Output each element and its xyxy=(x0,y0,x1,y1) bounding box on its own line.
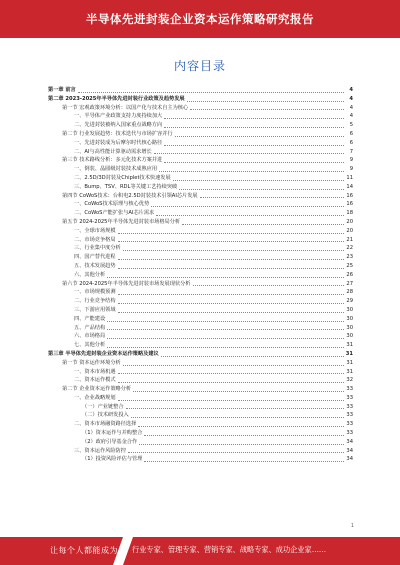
toc-entry-page: 32 xyxy=(346,377,353,384)
toc-entry-page: 16 xyxy=(346,201,353,208)
toc-leader-dots xyxy=(123,250,344,251)
table-of-contents xyxy=(48,86,353,464)
toc-entry[interactable] xyxy=(48,403,353,412)
toc-entry[interactable] xyxy=(48,200,353,209)
toc-entry[interactable] xyxy=(48,148,353,157)
toc-entry-page: 9 xyxy=(349,166,353,173)
toc-leader-dots xyxy=(151,206,344,207)
toc-entry[interactable] xyxy=(48,350,353,359)
toc-entry-page: 29 xyxy=(346,298,353,305)
toc-entry-page: 20 xyxy=(346,218,353,225)
header-banner xyxy=(0,0,400,38)
toc-entry-label: 第三节 技术路线分析：多元化技术方案并进 xyxy=(62,157,163,164)
toc-leader-dots xyxy=(182,224,344,225)
toc-entry-label: 二、资本市场融资路径选择 xyxy=(74,421,137,428)
toc-entry-label: 第一节 宏观政策环境分析：以国产化与技术自主为核心 xyxy=(62,104,189,111)
toc-leader-dots xyxy=(164,118,344,119)
toc-entry-label: 二、资本运作模式 xyxy=(74,377,116,384)
toc-leader-dots xyxy=(107,329,344,330)
toc-entry-label: 第一章 前言 xyxy=(48,87,76,93)
toc-entry-page: 4 xyxy=(349,95,353,102)
toc-entry[interactable] xyxy=(48,288,353,297)
toc-entry[interactable] xyxy=(48,262,353,271)
toc-entry-page: 34 xyxy=(346,447,353,454)
toc-entry[interactable] xyxy=(48,297,353,306)
toc-entry-label: 第二章 2023-2025年半导体先进封装行业政策及趋势发展 xyxy=(48,95,185,102)
toc-entry-label: 第五节 2024-2025年半导体先进封装市场格局分析 xyxy=(62,218,181,225)
toc-leader-dots xyxy=(118,400,344,401)
toc-leader-dots xyxy=(138,426,344,427)
toc-entry-label: 一、企业战略规划 xyxy=(74,394,116,401)
toc-entry-page: 4 xyxy=(349,87,353,93)
toc-entry-page: 33 xyxy=(346,403,353,410)
toc-entry-label: 六、其他分析 xyxy=(74,271,106,278)
toc-entry-page: 4 xyxy=(349,113,353,120)
toc-entry[interactable] xyxy=(48,359,353,368)
toc-entry-page: 31 xyxy=(346,342,353,349)
toc-entry[interactable] xyxy=(48,218,353,227)
toc-leader-dots xyxy=(107,321,344,322)
toc-leader-dots xyxy=(161,356,344,357)
toc-entry-label: 第一节 资本运作环境分析 xyxy=(62,359,121,366)
toc-entry[interactable] xyxy=(48,341,353,350)
footer-banner xyxy=(0,537,400,565)
toc-entry-label: 二、行业竞争结构 xyxy=(74,298,116,305)
toc-leader-dots xyxy=(118,312,344,313)
toc-entry-label: 一、资本市场机遇 xyxy=(74,368,116,375)
toc-entry-label: 第二节 行业发展趋势：技术迭代与市场扩容并行 xyxy=(62,130,173,137)
toc-leader-dots xyxy=(118,382,344,383)
toc-entry-page: 4 xyxy=(349,104,353,111)
toc-entry-label: 二、AI与高性能计算驱动需求增长 xyxy=(74,148,152,155)
toc-entry-label: （2）政府引导基金合作 xyxy=(82,438,138,445)
toc-entry[interactable] xyxy=(48,95,353,104)
toc-entry[interactable] xyxy=(48,244,353,253)
footer-slogan: 让每个人都能成为 xyxy=(50,546,118,555)
toc-entry-label: 三、Bump、TSV、RDL等关键工艺持续突破 xyxy=(74,183,178,190)
toc-entry-label: 六、市场格局 xyxy=(74,333,106,340)
toc-entry-page: 25 xyxy=(346,262,353,269)
toc-entry-page: 6 xyxy=(349,139,353,146)
toc-entry-page: 9 xyxy=(349,157,353,164)
toc-entry[interactable] xyxy=(48,376,353,385)
toc-leader-dots xyxy=(126,408,344,409)
toc-entry-label: 一、倒装、晶圆级封装技术成熟应用 xyxy=(74,166,158,173)
toc-entry[interactable] xyxy=(48,438,353,447)
toc-entry-label: 第六节 2024-2025年半导体先进封装市场发展现状分析 xyxy=(62,280,191,287)
toc-entry-page: 31 xyxy=(345,350,353,357)
toc-leader-dots xyxy=(164,127,344,128)
toc-entry-page: 34 xyxy=(346,456,353,463)
toc-entry[interactable] xyxy=(48,227,353,236)
toc-entry-label: 三、行业集中度分析 xyxy=(74,245,121,252)
toc-entry-page: 30 xyxy=(346,324,353,331)
toc-entry[interactable] xyxy=(48,271,353,280)
toc-entry[interactable] xyxy=(48,236,353,245)
toc-entry-page: 31 xyxy=(346,359,353,366)
toc-entry[interactable] xyxy=(48,174,353,183)
toc-entry[interactable] xyxy=(48,306,353,315)
toc-entry[interactable] xyxy=(48,86,353,95)
toc-leader-dots xyxy=(144,435,344,436)
toc-entry-page: 6 xyxy=(349,130,353,137)
toc-entry-label: （1）资本运作与并购整合 xyxy=(82,430,143,437)
toc-leader-dots xyxy=(118,241,344,242)
toc-entry-page: 27 xyxy=(346,280,353,287)
toc-leader-dots xyxy=(164,162,344,163)
toc-entry-page: 11 xyxy=(346,174,353,181)
toc-entry[interactable] xyxy=(48,139,353,148)
toc-leader-dots xyxy=(123,365,344,366)
toc-entry-label: 三、资本运作风险防控 xyxy=(74,447,126,454)
toc-entry[interactable] xyxy=(48,104,353,113)
toc-entry-label: （1）投资风险评估与管理 xyxy=(82,456,143,463)
toc-entry-label: 二、先进封装被纳入国家重点战略方向 xyxy=(74,122,163,129)
toc-entry-label: 五、技术发展趋势 xyxy=(74,262,116,269)
toc-leader-dots xyxy=(139,444,344,445)
toc-leader-dots xyxy=(193,285,345,286)
toc-entry-label: 一、先进封装成为后摩尔时代核心路径 xyxy=(74,139,163,146)
toc-leader-dots xyxy=(118,294,344,295)
toc-entry[interactable] xyxy=(48,121,353,130)
toc-entry-page: 5 xyxy=(349,122,353,129)
toc-leader-dots xyxy=(159,171,344,172)
toc-entry[interactable] xyxy=(48,130,353,139)
toc-entry[interactable] xyxy=(48,429,353,438)
toc-entry[interactable] xyxy=(48,385,353,394)
toc-leader-dots xyxy=(200,197,344,198)
toc-entry-label: 二、市场竞争格局 xyxy=(74,236,116,243)
toc-entry-page: 31 xyxy=(346,368,353,375)
toc-entry[interactable] xyxy=(48,394,353,403)
toc-entry-page: 26 xyxy=(346,271,353,278)
toc-entry-page: 16 xyxy=(346,192,353,199)
toc-entry[interactable] xyxy=(48,332,353,341)
toc-leader-dots xyxy=(107,347,344,348)
toc-entry-page: 22 xyxy=(346,245,353,252)
toc-entry-label: （二）技术研发投入 xyxy=(82,412,129,419)
toc-leader-dots xyxy=(118,259,344,260)
toc-leader-dots xyxy=(118,268,344,269)
toc-entry-label: 一、市场规模预测 xyxy=(74,289,116,296)
toc-entry[interactable] xyxy=(48,209,353,218)
toc-leader-dots xyxy=(107,338,344,339)
toc-leader-dots xyxy=(179,189,344,190)
toc-entry[interactable] xyxy=(48,165,353,174)
toc-entry[interactable] xyxy=(48,112,353,121)
toc-entry-label: 三、下游应用领域 xyxy=(74,306,116,313)
toc-leader-dots xyxy=(175,136,344,137)
toc-leader-dots xyxy=(78,92,344,93)
toc-leader-dots xyxy=(164,145,344,146)
toc-entry[interactable] xyxy=(48,411,353,420)
toc-entry[interactable] xyxy=(48,156,353,165)
toc-entry[interactable] xyxy=(48,315,353,324)
toc-entry[interactable] xyxy=(48,324,353,333)
toc-entry-label: 二、2.5D/3D封装及Chiplet技术快速发展 xyxy=(74,174,171,181)
toc-entry[interactable] xyxy=(48,253,353,262)
toc-entry-page: 21 xyxy=(346,236,353,243)
toc-entry-page: 33 xyxy=(346,421,353,428)
toc-entry-label: 四、产能建设 xyxy=(74,315,106,322)
toc-leader-dots xyxy=(173,180,344,181)
toc-entry-page: 33 xyxy=(346,412,353,419)
toc-entry-label: 七、其他分析 xyxy=(74,342,106,349)
toc-entry-page: 33 xyxy=(346,386,353,393)
toc-entry[interactable] xyxy=(48,192,353,201)
toc-entry[interactable] xyxy=(48,280,353,289)
toc-leader-dots xyxy=(118,373,344,374)
report-title: 半导体先进封装企业资本运作策略研究报告 xyxy=(86,12,314,26)
toc-entry-label: 第四节 CoWoS技术：台积电2.5D封装技术引领AI芯片发展 xyxy=(62,192,198,199)
toc-entry-label: 四、国产替代进程 xyxy=(74,254,116,261)
toc-entry-label: 第三章 半导体先进封装企业资本运作策略及建议 xyxy=(48,350,159,357)
toc-entry-page: 20 xyxy=(346,227,353,234)
toc-entry-label: 第二节 企业资本运作策略分析 xyxy=(62,386,132,393)
toc-leader-dots xyxy=(118,233,344,234)
toc-entry-page: 23 xyxy=(346,254,353,261)
toc-leader-dots xyxy=(190,109,344,110)
toc-entry-page: 34 xyxy=(346,438,353,445)
toc-leader-dots xyxy=(131,417,344,418)
toc-entry-page: 33 xyxy=(346,394,353,401)
toc-heading: 内容目录 xyxy=(173,59,226,73)
toc-entry[interactable] xyxy=(48,368,353,377)
toc-entry-label: （一）产业链整合 xyxy=(82,403,124,410)
toc-leader-dots xyxy=(187,101,344,102)
toc-entry-page: 28 xyxy=(346,289,353,296)
toc-entry-label: 一、全球市场规模 xyxy=(74,227,116,234)
toc-leader-dots xyxy=(107,277,344,278)
toc-leader-dots xyxy=(156,215,344,216)
toc-leader-dots xyxy=(154,153,344,154)
toc-entry-page: 14 xyxy=(346,183,353,190)
toc-entry[interactable] xyxy=(48,183,353,192)
toc-entry-page: 18 xyxy=(346,210,353,217)
toc-entry-page: 7 xyxy=(349,148,353,155)
toc-entry-page: 30 xyxy=(346,333,353,340)
page-number: 1 xyxy=(350,523,354,529)
toc-leader-dots xyxy=(133,391,344,392)
toc-entry[interactable] xyxy=(48,420,353,429)
footer-tagline: 行业专家、管理专家、营销专家、战略专家、成功企业家…… xyxy=(132,545,327,554)
toc-entry-page: 30 xyxy=(346,315,353,322)
toc-leader-dots xyxy=(128,452,344,453)
toc-entry-page: 30 xyxy=(346,306,353,313)
toc-entry[interactable] xyxy=(48,447,353,456)
toc-entry-label: 二、CoWoS产能扩张与AI芯片需求 xyxy=(74,210,155,217)
toc-entry-label: 一、半导体产业政策支持力度持续加大 xyxy=(74,113,163,120)
toc-entry-label: 五、产品结构 xyxy=(74,324,106,331)
toc-entry-page: 33 xyxy=(346,430,353,437)
toc-entry[interactable] xyxy=(48,455,353,464)
toc-leader-dots xyxy=(118,303,344,304)
toc-leader-dots xyxy=(144,461,344,462)
toc-entry-label: 一、CoWoS技术原理与核心优势 xyxy=(74,201,150,208)
